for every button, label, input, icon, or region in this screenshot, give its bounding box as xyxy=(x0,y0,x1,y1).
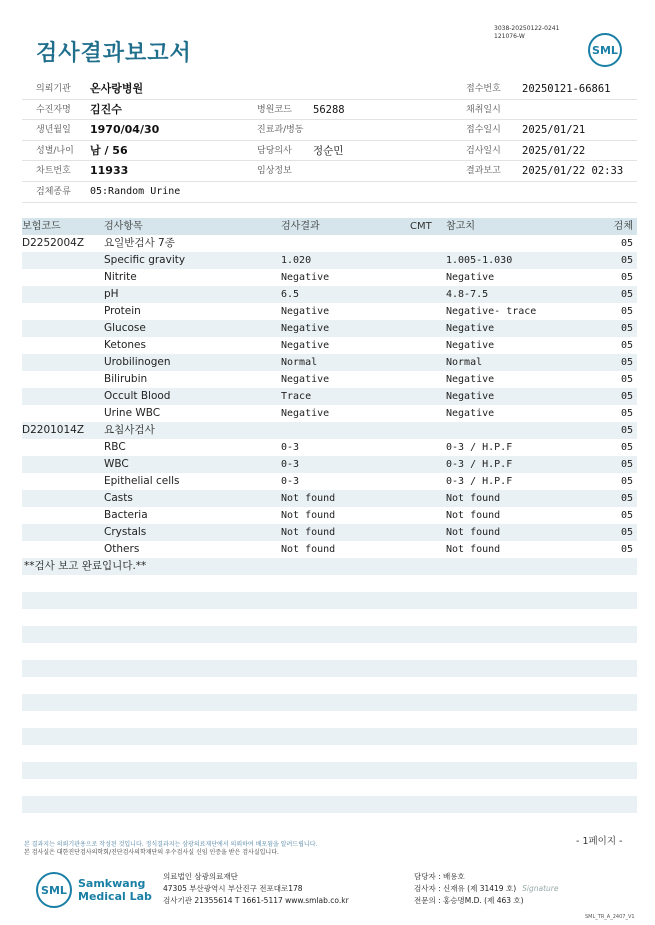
cell-reference: Negative- trace xyxy=(446,306,537,317)
footer-notice xyxy=(24,841,317,857)
footer-staff-info xyxy=(414,871,558,907)
org-address: 47305 부산광역시 부산진구 전포대로178 xyxy=(163,884,303,893)
empty-row xyxy=(22,592,637,609)
test-date-value: 2025/01/22 xyxy=(522,144,586,157)
cell-result: 6.5 xyxy=(281,289,300,300)
dob-value: 1970/04/30 xyxy=(90,123,160,137)
sex-age-label: 성별/나이 xyxy=(36,145,74,156)
cell-reference: 1.005-1.030 xyxy=(446,255,513,266)
cell-result: Not found xyxy=(281,493,336,504)
cell-result: Normal xyxy=(281,357,318,368)
dob-label: 생년월일 xyxy=(36,125,71,136)
table-row xyxy=(22,524,637,541)
patient-info-section xyxy=(22,79,637,203)
cell-specimen: 05 xyxy=(620,357,633,368)
cell-reference: Not found xyxy=(446,544,501,555)
table-row xyxy=(22,252,637,269)
report-tracking-code xyxy=(494,25,559,41)
table-row xyxy=(22,490,637,507)
cell-result: 0-3 xyxy=(281,442,300,453)
cell-reference: Negative xyxy=(446,374,495,385)
cell-specimen: 05 xyxy=(620,374,633,385)
notice-line2: 본 검사실은 대한진단검사의학회/진단검사의학재단의 우수검사실 신임 인증을 받은 검사실입니다. xyxy=(24,849,279,856)
header-code: 보험코드 xyxy=(22,221,61,232)
report-date-label: 결과보고 xyxy=(466,166,501,177)
cell-reference: Negative xyxy=(446,323,495,334)
results-header-row xyxy=(22,218,637,235)
table-row xyxy=(22,456,637,473)
report-date-value: 2025/01/22 02:33 xyxy=(522,165,624,178)
test-date-label: 검사일시 xyxy=(466,145,501,156)
header-specimen: 검체 xyxy=(613,221,633,232)
receipt-date-label: 접수일시 xyxy=(466,125,501,136)
cell-specimen: 05 xyxy=(620,289,633,300)
name-label: 수진자명 xyxy=(36,104,71,115)
cell-code: D2201014Z xyxy=(22,424,85,436)
cell-reference: Not found xyxy=(446,527,501,538)
staff-line1: 담당자 : 배용호 xyxy=(414,872,465,881)
page-number: - 1페이지 - xyxy=(576,836,623,847)
table-row xyxy=(22,405,637,422)
cell-item: 요일반검사 7종 xyxy=(104,237,175,249)
info-row xyxy=(22,161,637,182)
collect-date-label: 채취일시 xyxy=(466,104,501,115)
table-row xyxy=(22,337,637,354)
results-table xyxy=(22,218,637,575)
clinical-label: 임상정보 xyxy=(257,166,292,177)
specimen-value: 05:Random Urine xyxy=(90,185,181,197)
cell-result: Trace xyxy=(281,391,312,402)
info-row xyxy=(22,182,637,203)
cell-reference: 0-3 / H.P.F xyxy=(446,442,513,453)
info-row xyxy=(22,141,637,162)
cell-item: Others xyxy=(104,543,140,555)
name-value: 김진수 xyxy=(90,102,122,116)
cell-result: 1.020 xyxy=(281,255,312,266)
cell-item: Ketones xyxy=(104,339,146,351)
hospital-value: 온사랑병원 xyxy=(90,82,144,95)
table-row xyxy=(22,371,637,388)
cell-result: Negative xyxy=(281,306,330,317)
cell-item: Specific gravity xyxy=(104,254,186,266)
chart-no-value: 11933 xyxy=(90,164,129,178)
empty-row xyxy=(22,762,637,779)
cell-item: pH xyxy=(104,288,119,300)
signature-icon: Signature xyxy=(522,884,559,893)
specimen-label: 검체종류 xyxy=(36,186,71,197)
cell-reference: Negative xyxy=(446,391,495,402)
brand-line2: Medical Lab xyxy=(78,890,152,903)
empty-row xyxy=(22,728,637,745)
cell-specimen: 05 xyxy=(620,459,633,470)
cell-reference: Not found xyxy=(446,493,501,504)
staff-line2: 검사자 : 신재유 (제 31419 호) xyxy=(414,884,517,893)
cell-item: 요침사검사 xyxy=(104,424,155,436)
cell-specimen: 05 xyxy=(620,442,633,453)
sml-logo-icon: SML xyxy=(588,33,622,67)
cell-reference: Not found xyxy=(446,510,501,521)
sml-footer-logo-icon: SML xyxy=(36,872,72,908)
cell-specimen: 05 xyxy=(620,493,633,504)
cell-result: Negative xyxy=(281,272,330,283)
cell-result: Negative xyxy=(281,340,330,351)
tracking-code-line1: 3038-20250122-0241 xyxy=(494,25,560,32)
cell-specimen: 05 xyxy=(620,544,633,555)
cell-reference: 0-3 / H.P.F xyxy=(446,459,513,470)
header-cmt: CMT xyxy=(410,221,432,232)
cell-specimen: 05 xyxy=(620,323,633,334)
cell-specimen: 05 xyxy=(620,408,633,419)
staff-line3: 전문의 : 홍승명M.D. (제 463 호) xyxy=(414,896,524,905)
tracking-code-line2: 121076-W xyxy=(494,33,525,40)
form-number: SML_TR_A_2407_V1 xyxy=(585,914,635,920)
cell-specimen: 05 xyxy=(620,527,633,538)
empty-row xyxy=(22,694,637,711)
cell-item: Occult Blood xyxy=(104,390,171,402)
table-row xyxy=(22,473,637,490)
empty-row xyxy=(22,796,637,813)
cell-item: Casts xyxy=(104,492,133,504)
table-row xyxy=(22,388,637,405)
empty-rows xyxy=(22,592,637,830)
doctor-label: 담당의사 xyxy=(257,145,292,156)
table-row xyxy=(22,269,637,286)
cell-item: Glucose xyxy=(104,322,146,334)
table-row xyxy=(22,303,637,320)
org-name: 의료법인 삼광의료재단 xyxy=(163,872,238,881)
cell-result: Not found xyxy=(281,510,336,521)
cell-result: 0-3 xyxy=(281,459,300,470)
cell-specimen: 05 xyxy=(620,391,633,402)
header-reference: 참고치 xyxy=(446,221,475,232)
chart-no-label: 차트번호 xyxy=(36,166,71,177)
table-row xyxy=(22,422,637,439)
info-row xyxy=(22,79,637,100)
dept-label: 진료과/병동 xyxy=(257,125,304,136)
notice-line1: 본 결과지는 의뢰기관용으로 작성된 것입니다. 정식결과지는 삼광의료재단에서 의뢰하여 배포됨을 알려드립니다. xyxy=(24,841,318,848)
cell-result: Not found xyxy=(281,527,336,538)
cell-result: Negative xyxy=(281,323,330,334)
hospital-label: 의뢰기관 xyxy=(36,84,71,94)
completion-text: **검사 보고 완료입니다.** xyxy=(22,558,637,575)
cell-specimen: 05 xyxy=(620,272,633,283)
info-row xyxy=(22,100,637,121)
cell-item: Protein xyxy=(104,305,141,317)
cell-item: RBC xyxy=(104,441,126,453)
receipt-no-label: 접수번호 xyxy=(466,84,501,94)
cell-specimen: 05 xyxy=(620,510,633,521)
cell-reference: 4.8-7.5 xyxy=(446,289,489,300)
cell-item: WBC xyxy=(104,458,129,470)
receipt-no-value: 20250121-66861 xyxy=(522,83,611,95)
brand-line1: Samkwang xyxy=(78,877,146,890)
cell-item: Urine WBC xyxy=(104,407,161,419)
cell-reference: Normal xyxy=(446,357,483,368)
table-row xyxy=(22,235,637,252)
results-body xyxy=(22,235,637,558)
table-row xyxy=(22,541,637,558)
empty-row xyxy=(22,626,637,643)
cell-specimen: 05 xyxy=(620,425,633,436)
cell-reference: 0-3 / H.P.F xyxy=(446,476,513,487)
table-row xyxy=(22,507,637,524)
cell-result: Negative xyxy=(281,374,330,385)
cell-item: Nitrite xyxy=(104,271,137,283)
hosp-code-label: 병원코드 xyxy=(257,104,292,115)
cell-result: Not found xyxy=(281,544,336,555)
cell-result: 0-3 xyxy=(281,476,300,487)
table-row xyxy=(22,320,637,337)
table-row xyxy=(22,439,637,456)
receipt-date-value: 2025/01/21 xyxy=(522,124,586,137)
org-contact: 검사기관 21355614 T 1661-5117 www.smlab.co.kr xyxy=(163,896,349,905)
cell-reference: Negative xyxy=(446,272,495,283)
footer-org-info xyxy=(163,871,349,907)
doctor-value: 정순민 xyxy=(313,144,344,157)
cell-item: Bilirubin xyxy=(104,373,148,385)
report-title: 검사결과보고서 xyxy=(36,41,192,66)
cell-item: Bacteria xyxy=(104,509,148,521)
cell-result: Negative xyxy=(281,408,330,419)
cell-code: D2252004Z xyxy=(22,237,85,249)
cell-item: Crystals xyxy=(104,526,147,538)
footer-brand xyxy=(78,877,152,903)
cell-item: Urobilinogen xyxy=(104,356,171,368)
empty-row xyxy=(22,660,637,677)
cell-reference: Negative xyxy=(446,340,495,351)
hosp-code-value: 56288 xyxy=(313,103,345,116)
table-row xyxy=(22,354,637,371)
cell-specimen: 05 xyxy=(620,255,633,266)
cell-specimen: 05 xyxy=(620,476,633,487)
cell-specimen: 05 xyxy=(620,238,633,249)
header-result: 검사결과 xyxy=(281,221,320,232)
cell-reference: Negative xyxy=(446,408,495,419)
header-item: 검사항목 xyxy=(104,221,143,232)
cell-specimen: 05 xyxy=(620,306,633,317)
cell-specimen: 05 xyxy=(620,340,633,351)
table-row xyxy=(22,286,637,303)
info-row xyxy=(22,120,637,141)
sex-age-value: 남 / 56 xyxy=(90,143,128,157)
cell-item: Epithelial cells xyxy=(104,475,180,487)
